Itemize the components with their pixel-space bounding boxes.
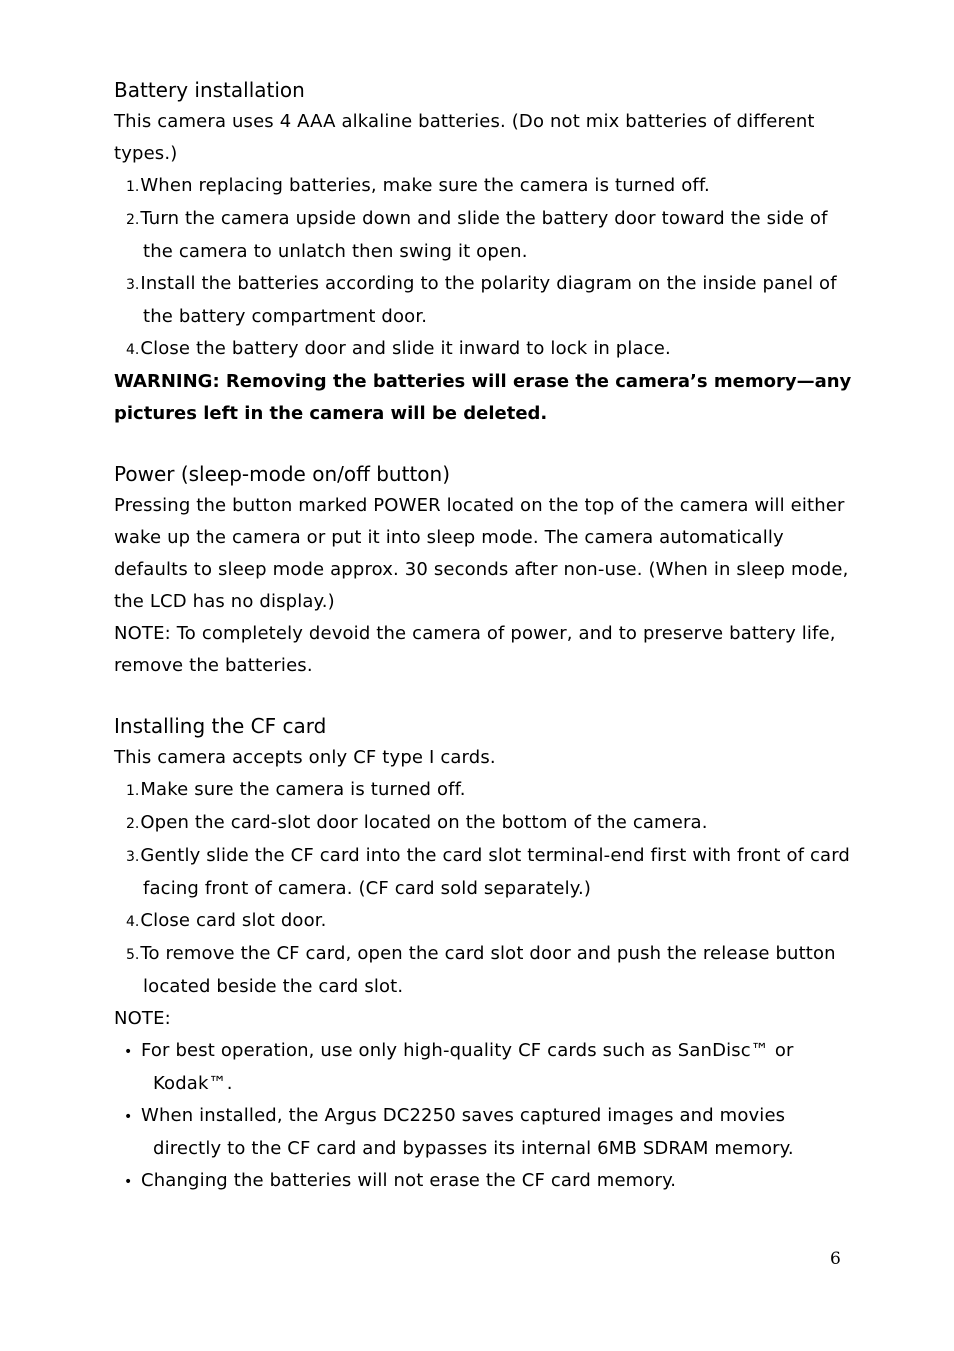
list-item	[114, 268, 854, 333]
section-battery-installation	[114, 74, 854, 430]
step-text: Install the batteries according to the polarity diagram on the inside panel of the battery compartment door.	[140, 273, 837, 327]
bullet-text: For best operation, use only high-quality CF cards such as SanDisc™ or Kodak™.	[141, 1040, 794, 1094]
note-paragraph	[114, 618, 854, 682]
bullet-item	[114, 1100, 854, 1165]
step-text: Open the card-slot door located on the bottom of the camera.	[140, 812, 708, 833]
bullet-icon: •	[124, 1174, 133, 1190]
note-label: NOTE:	[114, 623, 171, 644]
step-number: 1.	[126, 179, 140, 195]
bullet-item	[114, 1165, 854, 1198]
step-number: 4.	[126, 914, 140, 930]
step-text: Close card slot door.	[140, 910, 327, 931]
step-text: Gently slide the CF card into the card slot terminal-end first with front of card facing front of camera. (CF card sold separately.)	[140, 845, 851, 899]
page-number: 6	[830, 1249, 841, 1269]
bullet-text: Changing the batteries will not erase the CF card memory.	[141, 1170, 677, 1191]
list-item	[114, 905, 854, 938]
list-item	[114, 333, 854, 366]
section-body: Pressing the button marked POWER located on the top of the camera will either wake up the camera or put it into sleep mode. The camera automatically defaults to sleep mode approx. 30 seconds after non-use. (When in sleep mode, the LCD has no display.)	[114, 495, 849, 612]
step-number: 3.	[126, 849, 140, 865]
step-number: 2.	[126, 212, 140, 228]
note-text: To completely devoid the camera of power, and to preserve battery life, remove the batteries.	[114, 623, 836, 676]
section-intro: This camera uses 4 AAA alkaline batteries. (Do not mix batteries of different types.)	[114, 111, 815, 164]
note-label: NOTE:	[114, 1008, 171, 1029]
section-heading: Installing the CF card	[114, 714, 327, 738]
section-cf-card	[114, 710, 854, 1198]
step-number: 1.	[126, 783, 140, 799]
step-number: 2.	[126, 816, 140, 832]
step-text: Close the battery door and slide it inward to lock in place.	[140, 338, 671, 359]
note-bullet-list	[114, 1035, 854, 1198]
step-text: Turn the camera upside down and slide the battery door toward the side of the camera to unlatch then swing it open.	[140, 208, 828, 262]
section-heading: Power (sleep-mode on/off button)	[114, 462, 450, 486]
list-item	[114, 774, 854, 807]
bullet-icon: •	[124, 1109, 133, 1125]
step-number: 4.	[126, 342, 140, 358]
list-item	[114, 203, 854, 268]
list-item	[114, 170, 854, 203]
section-heading: Battery installation	[114, 78, 305, 102]
step-number: 3.	[126, 277, 140, 293]
bullet-text: When installed, the Argus DC2250 saves captured images and movies directly to the CF card and bypasses its internal 6MB SDRAM memory.	[141, 1105, 794, 1159]
manual-page	[114, 74, 854, 1198]
list-item	[114, 807, 854, 840]
bullet-item	[114, 1035, 854, 1100]
step-text: Make sure the camera is turned off.	[140, 779, 466, 800]
section-power	[114, 458, 854, 682]
warning-text: WARNING: Removing the batteries will erase the camera’s memory—any pictures left in the camera will be deleted.	[114, 371, 852, 424]
step-text: When replacing batteries, make sure the camera is turned off.	[140, 175, 710, 196]
list-item	[114, 938, 854, 1003]
bullet-icon: •	[124, 1044, 133, 1060]
list-item	[114, 840, 854, 905]
step-number: 5.	[126, 947, 140, 963]
section-intro: This camera accepts only CF type I cards.	[114, 747, 496, 768]
step-text: To remove the CF card, open the card slot door and push the release button located beside the card slot.	[140, 943, 836, 997]
